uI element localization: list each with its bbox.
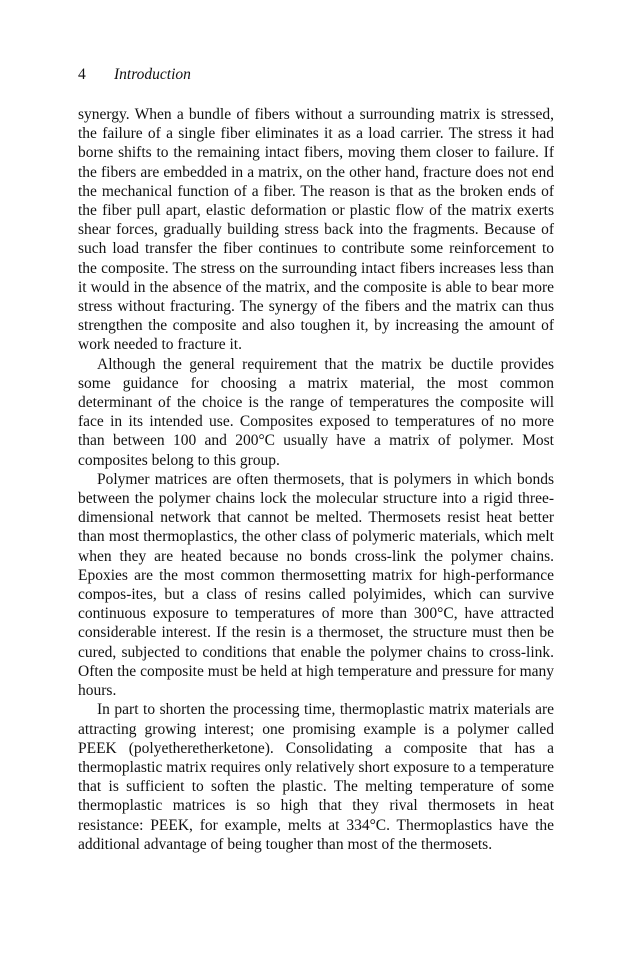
paragraph-matrix-choice: Although the general requirement that the matrix be ductile provides some guidance for choosing a matrix material, the most common determinant of the choice is the range of temperatures the composite will face in its intended use. Composites exposed to temperatures of no more than between 100 and 200°C usually have a matrix of polymer. Most composites belong to this group.: [78, 355, 554, 469]
page-number: 4: [78, 66, 86, 83]
book-page: [78, 66, 554, 854]
paragraph-synergy: synergy. When a bundle of fibers without a surrounding matrix is stressed, the failure of a single fiber eliminates it as a load carrier. The stress it had borne shifts to the remaining intact fibers, moving them closer to failure. If the fibers are embedded in a matrix, on the other hand, fracture does not end the mechanical function of a fiber. The reason is that as the broken ends of the fiber pull apart, elastic deformation or plastic flow of the matrix exerts shear forces, gradually building stress back into the fragments. Because of such load transfer the fiber continues to contribute some reinforcement to the composite. The stress on the surrounding intact fibers increases less than it would in the absence of the matrix, and the composite is able to bear more stress without fracturing. The synergy of the fibers and the matrix can thus strengthen the composite and also toughen it, by increasing the amount of work needed to fracture it.: [78, 106, 554, 354]
paragraph-thermosets: Polymer matrices are often thermosets, that is polymers in which bonds between the polymer chains lock the molecular structure into a rigid three-dimensional network that cannot be melted. Thermosets resist heat better than most thermoplastics, the other class of polymeric materials, which melt when they are heated because no bonds cross-link the polymer chains. Epoxies are the most common thermosetting matrix for high-performance compos-ites, but a class of resins called polyimides, which can survive continuous exposure to temperatures of more than 300°C, have attracted considerable interest. If the resin is a thermoset, the structure must then be cured, subjected to conditions that enable the polymer chains to cross-link. Often the composite must be held at high temperature and pressure for many hours.: [78, 470, 554, 700]
body-text: [78, 105, 554, 854]
running-head: [78, 66, 554, 84]
paragraph-thermoplastics: In part to shorten the processing time, thermoplastic matrix materials are attracting growing interest; one promising example is a polymer called PEEK (polyetheretherketone). Consolidating a composite that has a thermoplastic matrix requires only relatively short exposure to a temperature that is sufficient to soften the plastic. The melting temperature of some thermoplastic matrices is so high that they rival thermosets in heat resistance: PEEK, for example, melts at 334°C. Thermoplastics have the additional advantage of being tougher than most of the thermosets.: [78, 701, 554, 853]
running-title: Introduction: [114, 66, 191, 83]
